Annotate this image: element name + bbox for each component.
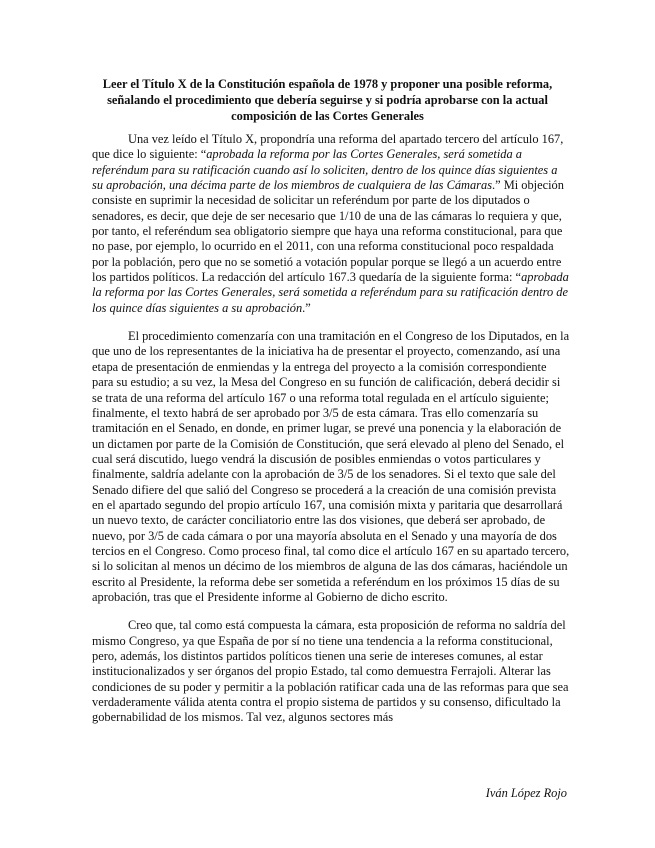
document-title: Leer el Título X de la Constitución española de 1978 y proponer una posible reforma, señalando el procedimiento que debería seguirse y si podría aprobarse con la actual composición de las Cortes Generales [102, 77, 553, 123]
paragraph-1-text-c: .” [302, 300, 311, 315]
document-body [92, 132, 570, 739]
paragraph-1-text-b: .” Mi objeción consiste en suprimir la necesidad de solicitar un referéndum por parte de los diputados o senadores, es decir, que deje de ser necesario que 1/10 de una de las cámaras lo requiera y que, por tanto, el referéndum sea obligatorio siempre que haya una reforma constitucional, para que no pase, por ejemplo, lo ocurrido en el 2011, con una reforma constitucional poco respaldada por la población, pero que no se sometió a votación popular porque se llegó a un acuerdo entre los partidos políticos. La redacción del artículo 167.3 quedaría de la siguiente forma: “ [92, 178, 564, 285]
paragraph-2: El procedimiento comenzaría con una tramitación en el Congreso de los Diputados, en la que uno de los representantes de la iniciativa ha de presentar el proyecto, comenzando, así una etapa de presentación de enmiendas y la entrega del proyecto a la comisión correspondiente para su estudio; a su vez, la Mesa del Congreso en su función de calificación, deberá decidir si se trata de una reforma del artículo 167 o una reforma total regulada en el artículo siguiente; finalmente, el texto habrá de ser aprobado por 3/5 de esta cámara. Tras ello comenzaría su tramitación en el Senado, en donde, en primer lugar, se prevé una ponencia y la elaboración de un dictamen por parte de la Comisión de Constitución, que será elevado al pleno del Senado, el cual será discutido, luego vendrá la discusión de posibles enmiendas o votos particulares y finalmente, saldría adelante con la aprobación de 3/5 de los senadores. Si el texto que sale del Senado difiere del que salió del Congreso se procederá a la creación de una comisión prevista en el apartado segundo del propio artículo 167, una comisión mixta y paritaria que desarrollará un nuevo texto, de carácter conciliatorio entre las dos visiones, que deberá ser aprobado, de nuevo, por 3/5 de cada cámara o por una mayoría absoluta en el Senado y una mayoría de dos tercios en el Congreso. Como proceso final, tal como dice el artículo 167 en su apartado tercero, si lo solicitan al menos un décimo de los miembros de alguna de las dos cámaras, haciéndole un escrito al Presidente, la reforma debe ser sometida a referéndum en los próximos 15 días de su aprobación, tras que el Presidente informe al Gobierno de dicho escrito. [92, 329, 570, 604]
paragraph-1-text-a: Una vez leído el Título X, propondría una reforma del apartado tercero del artículo 167, que dice lo siguiente: “ [92, 132, 564, 162]
author-signature: Iván López Rojo [485, 786, 567, 800]
quote-article-167-3-proposed: aprobada la reforma por las Cortes Generales, será sometida a referéndum para su ratificación dentro de los quince días siguientes a su aprobación [92, 270, 569, 315]
paragraph-3: Creo que, tal como está compuesta la cámara, esta proposición de reforma no saldría del mismo Congreso, ya que España de por sí no tiene una tendencia a la reforma constitucional, pero, además, los distintos partidos políticos tienen una serie de intereses comunes, al estar institucionalizados y ser órganos del propio Estado, tal como demuestra Ferrajoli. Alterar las condiciones de su poder y permitir a la población ratificar cada una de las reformas para que sea verdaderamente válida atenta contra el propio sistema de partidos y su consenso, dificultado la gobernabilidad de los mismos. Tal vez, algunos sectores más [92, 618, 569, 725]
quote-article-167-3-original: aprobada la reforma por las Cortes Generales, será sometida a referéndum para su ratificación cuando así lo soliciten, dentro de los quince días siguientes a su aprobación, una décima parte de los miembros de cualquiera de las Cámaras [92, 147, 558, 193]
paragraph-1 [92, 132, 570, 316]
